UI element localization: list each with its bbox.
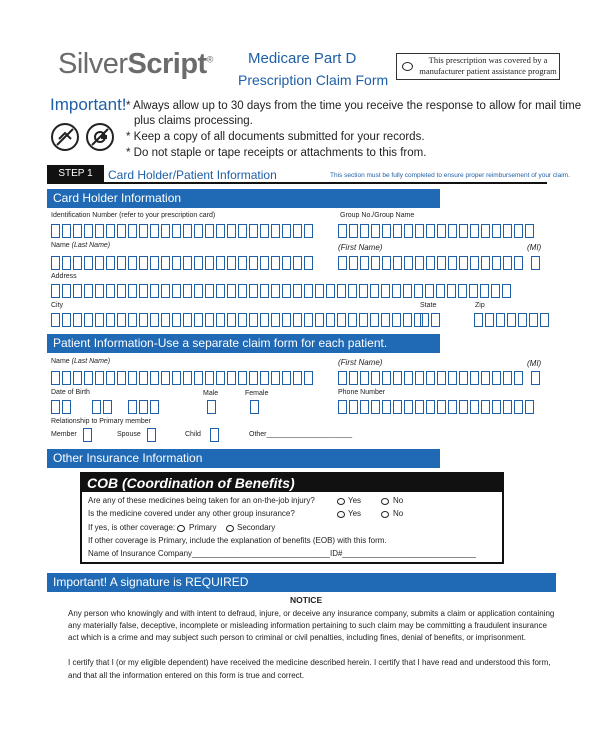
cob-q2: Is the medicine covered under any other group insurance?	[88, 509, 295, 518]
step-title: Card Holder/Patient Information	[108, 168, 277, 182]
notice-line-1: Any person who knowingly and with intent to defraud, injure, or deceive any insurance company, submits a claim or application containing	[68, 609, 555, 618]
step-rule	[47, 182, 547, 184]
group-label: Group No./Group Name	[340, 212, 415, 219]
patient-heading: Patient Information-Use a separate claim form for each patient.	[47, 334, 440, 353]
silverscript-logo	[58, 48, 213, 81]
notice-line-3: act which is a crime and may subject such person to criminal or civil penalties, including fines, denial of benefits, or imprisonment.	[68, 633, 526, 642]
q2-no-radio[interactable]	[381, 511, 389, 518]
rel-child-checkbox[interactable]	[210, 428, 219, 442]
q1-yes-label: Yes	[348, 496, 362, 505]
dob-month-field[interactable]	[51, 400, 71, 414]
no-staple-icon	[51, 123, 79, 151]
zip-field[interactable]	[474, 313, 549, 327]
primary-radio[interactable]	[177, 525, 185, 532]
no-tape-icon	[86, 123, 114, 151]
logo-text-b: Script	[127, 48, 207, 80]
mpa-radio[interactable]	[402, 62, 413, 71]
mpa-checkbox-box[interactable]	[396, 53, 560, 80]
cob-heading: COB (Coordination of Benefits)	[82, 474, 502, 492]
patient-mi-field[interactable]	[531, 371, 540, 385]
patient-last-name-field[interactable]	[51, 371, 313, 385]
logo-mark: ®	[206, 54, 213, 65]
male-label: Male	[203, 390, 219, 397]
rel-other-field[interactable]: Other______________________	[249, 431, 353, 438]
patient-first-name-label: (First Name)	[338, 358, 383, 367]
city-label: City	[51, 302, 64, 309]
female-label: Female	[245, 390, 269, 397]
secondary-radio[interactable]	[226, 525, 234, 532]
cob-q4: If other coverage is Primary, include the explanation of benefits (EOB) with this form.	[88, 536, 387, 545]
step-note: This section must be fully completed to ensure proper reimbursement of your claim.	[330, 172, 570, 179]
card-first-name-field[interactable]	[338, 256, 523, 270]
certify-line-1: I certify that I (or my eligible dependent) have received the medicine described herein. I certify that I have read and understood this form,	[68, 658, 551, 667]
rel-member-label: Member	[51, 431, 77, 438]
address-label: Address	[51, 273, 77, 280]
male-checkbox[interactable]	[207, 400, 216, 414]
step-badge: STEP 1	[47, 165, 104, 182]
relationship-label: Relationship to Primary member	[51, 418, 151, 425]
form-subtitle: Prescription Claim Form	[238, 72, 389, 88]
cob-q5-insurance-field[interactable]: Name of Insurance Company_______________________________ID#______________________________	[88, 549, 476, 558]
city-field[interactable]	[51, 313, 423, 327]
bullet-3: * Do not staple or tape receipts or attachments to this from.	[126, 147, 427, 159]
patient-name-label: Name (Last Name)	[51, 358, 111, 365]
q1-yes-radio[interactable]	[337, 498, 345, 505]
primary-label: Primary	[189, 523, 217, 532]
notice-title: NOTICE	[290, 595, 323, 605]
mpa-note: This prescription was covered by a manufacturer patient assistance program	[419, 55, 557, 76]
rel-spouse-checkbox[interactable]	[147, 428, 156, 442]
phone-label: Phone Number	[338, 389, 386, 396]
certify-line-2: and that all the information entered on this form is true and correct.	[68, 671, 305, 680]
q1-no-radio[interactable]	[381, 498, 389, 505]
card-mi-field[interactable]	[531, 256, 540, 270]
bullet-1: * Always allow up to 30 days from the time you receive the response to allow for mail time	[126, 100, 582, 112]
bullet-2: * Keep a copy of all documents submitted for your records.	[126, 131, 425, 143]
group-number-field[interactable]	[338, 224, 534, 238]
rel-spouse-label: Spouse	[117, 431, 141, 438]
address-field[interactable]	[51, 284, 511, 298]
signature-heading: Important! A signature is REQUIRED	[47, 573, 556, 592]
q2-yes-label: Yes	[348, 509, 362, 518]
card-first-name-label: (First Name)	[338, 243, 383, 252]
card-name-label: Name (Last Name)	[51, 242, 111, 249]
q2-yes-radio[interactable]	[337, 511, 345, 518]
q1-no-label: No	[393, 496, 404, 505]
card-mi-label: (MI)	[527, 243, 542, 252]
dob-year-field[interactable]	[128, 400, 159, 414]
q2-no-label: No	[393, 509, 404, 518]
cob-box	[80, 472, 504, 564]
cob-q3: If yes, is other coverage:	[88, 523, 176, 532]
other-insurance-heading: Other Insurance Information	[47, 449, 440, 468]
dob-day-field[interactable]	[92, 400, 112, 414]
secondary-label: Secondary	[237, 523, 276, 532]
female-checkbox[interactable]	[250, 400, 259, 414]
id-number-field[interactable]	[51, 224, 313, 238]
id-label: Identification Number (refer to your prescription card)	[51, 212, 216, 219]
logo-text-a: Silver	[58, 48, 128, 80]
dob-label: Date of Birth	[51, 389, 90, 396]
rel-member-checkbox[interactable]	[83, 428, 92, 442]
rel-child-label: Child	[185, 431, 201, 438]
form-title: Medicare Part D	[248, 50, 357, 67]
cob-q1: Are any of these medicines being taken for an on-the-job injury?	[88, 496, 315, 505]
card-last-name-field[interactable]	[51, 256, 313, 270]
patient-first-name-field[interactable]	[338, 371, 523, 385]
phone-field[interactable]	[338, 400, 534, 414]
notice-line-2: any materially false, deceptive, incomplete or misleading information pertaining to such claim may be committing a fraudulent insurance	[68, 621, 547, 630]
important-label: Important!	[50, 95, 127, 114]
card-holder-heading: Card Holder Information	[47, 189, 440, 208]
patient-mi-label: (MI)	[527, 359, 542, 368]
state-label: State	[420, 302, 437, 309]
state-field[interactable]	[420, 313, 440, 327]
bullet-1-cont: plus claims processing.	[134, 115, 253, 127]
zip-label: Zip	[475, 302, 485, 309]
